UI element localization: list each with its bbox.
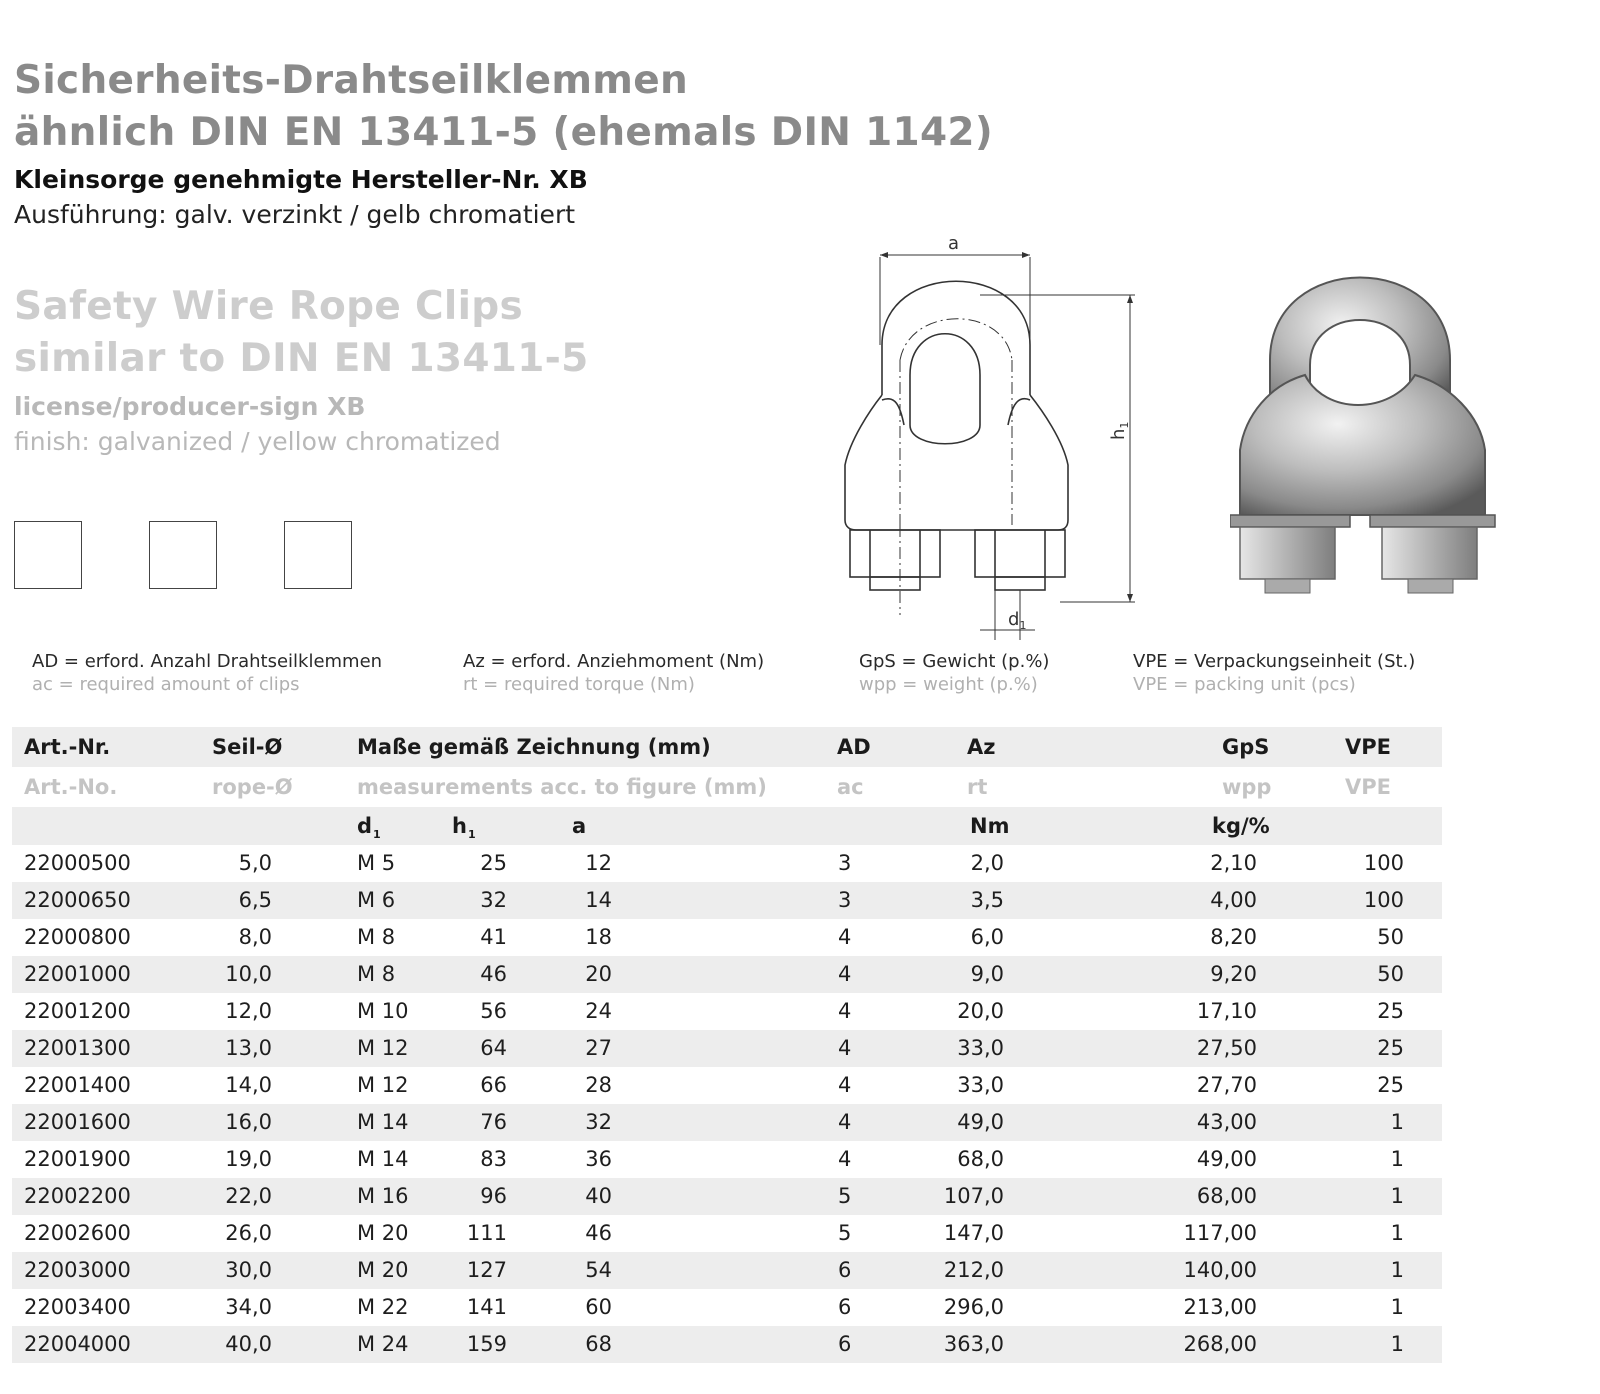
header-d1: $d_1$ (357, 814, 381, 841)
cell-a: 46 (585, 1221, 612, 1245)
cell-a: 54 (585, 1258, 612, 1282)
cell-d1: M 22 (357, 1295, 409, 1319)
header-az: Az (967, 735, 996, 759)
cell-d1: M 20 (357, 1221, 409, 1245)
cell-vpe: 50 (1377, 925, 1404, 949)
cell-a: 40 (585, 1184, 612, 1208)
table-row (12, 1178, 1442, 1215)
cell-vpe: 1 (1390, 1332, 1404, 1356)
cell-gps: 8,20 (1210, 925, 1257, 949)
cell-ad: 5 (838, 1221, 852, 1245)
cell-ad: 4 (838, 999, 852, 1023)
cell-art-nr: 22003400 (24, 1295, 131, 1319)
cell-d1: M 12 (357, 1073, 409, 1097)
legend-gps-de: GpS = Gewicht (p.%) (859, 651, 1050, 672)
cell-az: 147,0 (943, 1221, 1004, 1245)
cell-ad: 6 (838, 1332, 852, 1356)
cell-h1: 127 (466, 1258, 507, 1282)
subtitle-german-manufacturer: Kleinsorge genehmigte Hersteller-Nr. XB (14, 165, 588, 194)
cell-a: 60 (585, 1295, 612, 1319)
cell-a: 18 (585, 925, 612, 949)
cell-h1: 41 (480, 925, 507, 949)
cell-h1: 46 (480, 962, 507, 986)
cell-ad: 4 (838, 925, 852, 949)
cell-vpe: 100 (1363, 888, 1404, 912)
svg-text:d1 (1008, 609, 1026, 632)
table-header-units (12, 807, 1442, 845)
cell-d1: M 8 (357, 925, 396, 949)
cell-vpe: 1 (1390, 1110, 1404, 1134)
empty-checkbox-3 (284, 521, 352, 589)
cell-vpe: 25 (1377, 999, 1404, 1023)
subtitle-german-finish: Ausführung: galv. verzinkt / gelb chromatiert (14, 200, 576, 229)
header-vpe-en: VPE (1345, 775, 1391, 799)
cell-d1: M 5 (357, 851, 396, 875)
cell-az: 3,5 (970, 888, 1004, 912)
header-rope: rope-Ø (212, 775, 293, 799)
empty-checkbox-2 (149, 521, 217, 589)
cell-ad: 4 (838, 1147, 852, 1171)
cell-ad: 4 (838, 962, 852, 986)
cell-gps: 213,00 (1183, 1295, 1257, 1319)
empty-checkbox-1 (14, 521, 82, 589)
cell-d1: M 16 (357, 1184, 409, 1208)
cell-d1: M 12 (357, 1036, 409, 1060)
cell-art-nr: 22000500 (24, 851, 131, 875)
cell-h1: 64 (480, 1036, 507, 1060)
dimension-label-d-subscript: 1 (1019, 619, 1027, 632)
cell-seil: 40,0 (225, 1332, 272, 1356)
subtitle-english-license: license/producer-sign XB (14, 392, 366, 421)
cell-az: 6,0 (970, 925, 1004, 949)
legend-az-de: Az = erford. Anziehmoment (Nm) (463, 651, 765, 672)
table-header-english (12, 767, 1442, 807)
cell-a: 28 (585, 1073, 612, 1097)
table-row (12, 993, 1442, 1030)
cell-az: 296,0 (943, 1295, 1004, 1319)
cell-d1: M 14 (357, 1147, 409, 1171)
cell-gps: 27,70 (1196, 1073, 1257, 1097)
cell-d1: M 8 (357, 962, 396, 986)
title-german-line1: Sicherheits-Drahtseilklemmen (14, 58, 689, 103)
dimension-label-h-subscript: 1 (1118, 421, 1131, 429)
legend-ad-de: AD = erford. Anzahl Drahtseilklemmen (32, 651, 383, 672)
header-wpp: wpp (1222, 775, 1272, 799)
cell-vpe: 1 (1390, 1147, 1404, 1171)
cell-az: 49,0 (957, 1110, 1004, 1134)
cell-art-nr: 22001000 (24, 962, 131, 986)
cell-gps: 268,00 (1183, 1332, 1257, 1356)
cell-gps: 17,10 (1196, 999, 1257, 1023)
cell-az: 107,0 (943, 1184, 1004, 1208)
cell-art-nr: 22001600 (24, 1110, 131, 1134)
cell-ad: 4 (838, 1110, 852, 1134)
cell-a: 24 (585, 999, 612, 1023)
cell-az: 2,0 (970, 851, 1004, 875)
cell-a: 32 (585, 1110, 612, 1134)
svg-text:h1 (1108, 422, 1131, 440)
legend-vpe-en: VPE = packing unit (pcs) (1133, 674, 1356, 695)
cell-ad: 4 (838, 1036, 852, 1060)
cell-gps: 140,00 (1183, 1258, 1257, 1282)
table-row (12, 1141, 1442, 1178)
cell-vpe: 1 (1390, 1221, 1404, 1245)
header-kg: kg/% (1212, 814, 1270, 838)
cell-art-nr: 22001400 (24, 1073, 131, 1097)
header-measurements: measurements acc. to figure (mm) (357, 775, 767, 799)
title-english-line2: similar to DIN EN 13411-5 (14, 336, 589, 381)
table-row (12, 919, 1442, 956)
cell-seil: 13,0 (225, 1036, 272, 1060)
table-row (12, 1252, 1442, 1289)
spec-table (12, 727, 1442, 1363)
table-row (12, 1215, 1442, 1252)
header-art-nr: Art.-Nr. (24, 735, 111, 759)
table-body (12, 845, 1442, 1363)
cell-art-nr: 22002600 (24, 1221, 131, 1245)
cell-seil: 22,0 (225, 1184, 272, 1208)
cell-az: 212,0 (943, 1258, 1004, 1282)
cell-seil: 14,0 (225, 1073, 272, 1097)
cell-art-nr: 22000650 (24, 888, 131, 912)
cell-gps: 4,00 (1210, 888, 1257, 912)
cell-vpe: 50 (1377, 962, 1404, 986)
cell-gps: 43,00 (1196, 1110, 1257, 1134)
cell-seil: 30,0 (225, 1258, 272, 1282)
cell-ad: 4 (838, 1073, 852, 1097)
header-rt: rt (967, 775, 988, 799)
header-art-no: Art.-No. (24, 775, 118, 799)
cell-d1: M 10 (357, 999, 409, 1023)
cell-gps: 2,10 (1210, 851, 1257, 875)
table-row (12, 1104, 1442, 1141)
cell-vpe: 1 (1390, 1184, 1404, 1208)
table-row (12, 882, 1442, 919)
dimension-label-a: a (948, 235, 960, 254)
header-nm: Nm (970, 814, 1010, 838)
subtitle-english-finish: finish: galvanized / yellow chromatized (14, 427, 501, 456)
title-german-line2: ähnlich DIN EN 13411-5 (ehemals DIN 1142) (14, 110, 993, 155)
cell-az: 33,0 (957, 1073, 1004, 1097)
header-seil: Seil-Ø (212, 735, 283, 759)
cell-vpe: 1 (1390, 1258, 1404, 1282)
cell-seil: 6,5 (238, 888, 272, 912)
cell-a: 20 (585, 962, 612, 986)
cell-seil: 10,0 (225, 962, 272, 986)
cell-az: 20,0 (957, 999, 1004, 1023)
cell-h1: 66 (480, 1073, 507, 1097)
cell-art-nr: 22001200 (24, 999, 131, 1023)
cell-vpe: 1 (1390, 1295, 1404, 1319)
cell-az: 363,0 (943, 1332, 1004, 1356)
cell-a: 27 (585, 1036, 612, 1060)
cell-d1: M 24 (357, 1332, 409, 1356)
cell-d1: M 6 (357, 888, 396, 912)
cell-seil: 5,0 (238, 851, 272, 875)
table-row (12, 845, 1442, 882)
cell-art-nr: 22001300 (24, 1036, 131, 1060)
cell-d1: M 20 (357, 1258, 409, 1282)
cell-seil: 12,0 (225, 999, 272, 1023)
table-row (12, 1030, 1442, 1067)
header-ac: ac (837, 775, 864, 799)
technical-drawing (830, 235, 1150, 655)
cell-h1: 96 (480, 1184, 507, 1208)
dimension-label-h: h (1108, 428, 1129, 440)
dimension-label-d: d (1008, 609, 1020, 630)
cell-h1: 76 (480, 1110, 507, 1134)
cell-gps: 49,00 (1196, 1147, 1257, 1171)
cell-ad: 3 (838, 888, 852, 912)
cell-art-nr: 22004000 (24, 1332, 131, 1356)
cell-h1: 141 (466, 1295, 507, 1319)
cell-az: 9,0 (970, 962, 1004, 986)
table-row (12, 1326, 1442, 1363)
cell-h1: 83 (480, 1147, 507, 1171)
legend-ad-en: ac = required amount of clips (32, 674, 300, 695)
cell-gps: 27,50 (1196, 1036, 1257, 1060)
cell-h1: 111 (466, 1221, 507, 1245)
header-vpe: VPE (1345, 735, 1391, 759)
title-english-line1: Safety Wire Rope Clips (14, 284, 523, 329)
table-row (12, 956, 1442, 993)
header-gps: GpS (1222, 735, 1270, 759)
cell-gps: 117,00 (1183, 1221, 1257, 1245)
cell-a: 36 (585, 1147, 612, 1171)
cell-h1: 56 (480, 999, 507, 1023)
cell-d1: M 14 (357, 1110, 409, 1134)
cell-seil: 34,0 (225, 1295, 272, 1319)
table-row (12, 1067, 1442, 1104)
cell-a: 68 (585, 1332, 612, 1356)
cell-ad: 3 (838, 851, 852, 875)
cell-gps: 68,00 (1196, 1184, 1257, 1208)
table-row (12, 1289, 1442, 1326)
cell-az: 68,0 (957, 1147, 1004, 1171)
cell-a: 12 (585, 851, 612, 875)
legend-gps-en: wpp = weight (p.%) (859, 674, 1038, 695)
cell-art-nr: 22003000 (24, 1258, 131, 1282)
cell-seil: 8,0 (238, 925, 272, 949)
cell-a: 14 (585, 888, 612, 912)
table-header-german (12, 727, 1442, 767)
cell-art-nr: 22001900 (24, 1147, 131, 1171)
header-h1: $h_1$ (452, 814, 476, 841)
cell-vpe: 25 (1377, 1036, 1404, 1060)
cell-art-nr: 22000800 (24, 925, 131, 949)
header-ad: AD (837, 735, 871, 759)
cell-h1: 25 (480, 851, 507, 875)
cell-gps: 9,20 (1210, 962, 1257, 986)
cell-seil: 19,0 (225, 1147, 272, 1171)
cell-ad: 5 (838, 1184, 852, 1208)
header-a: a (572, 814, 587, 838)
cell-h1: 32 (480, 888, 507, 912)
cell-h1: 159 (466, 1332, 507, 1356)
legend-vpe-de: VPE = Verpackungseinheit (St.) (1133, 651, 1416, 672)
cell-vpe: 25 (1377, 1073, 1404, 1097)
cell-seil: 26,0 (225, 1221, 272, 1245)
header-masse: Maße gemäß Zeichnung (mm) (357, 735, 711, 759)
product-photo (1230, 265, 1520, 620)
cell-ad: 6 (838, 1295, 852, 1319)
cell-seil: 16,0 (225, 1110, 272, 1134)
legend-az-en: rt = required torque (Nm) (463, 674, 695, 695)
cell-art-nr: 22002200 (24, 1184, 131, 1208)
cell-vpe: 100 (1363, 851, 1404, 875)
cell-az: 33,0 (957, 1036, 1004, 1060)
cell-ad: 6 (838, 1258, 852, 1282)
